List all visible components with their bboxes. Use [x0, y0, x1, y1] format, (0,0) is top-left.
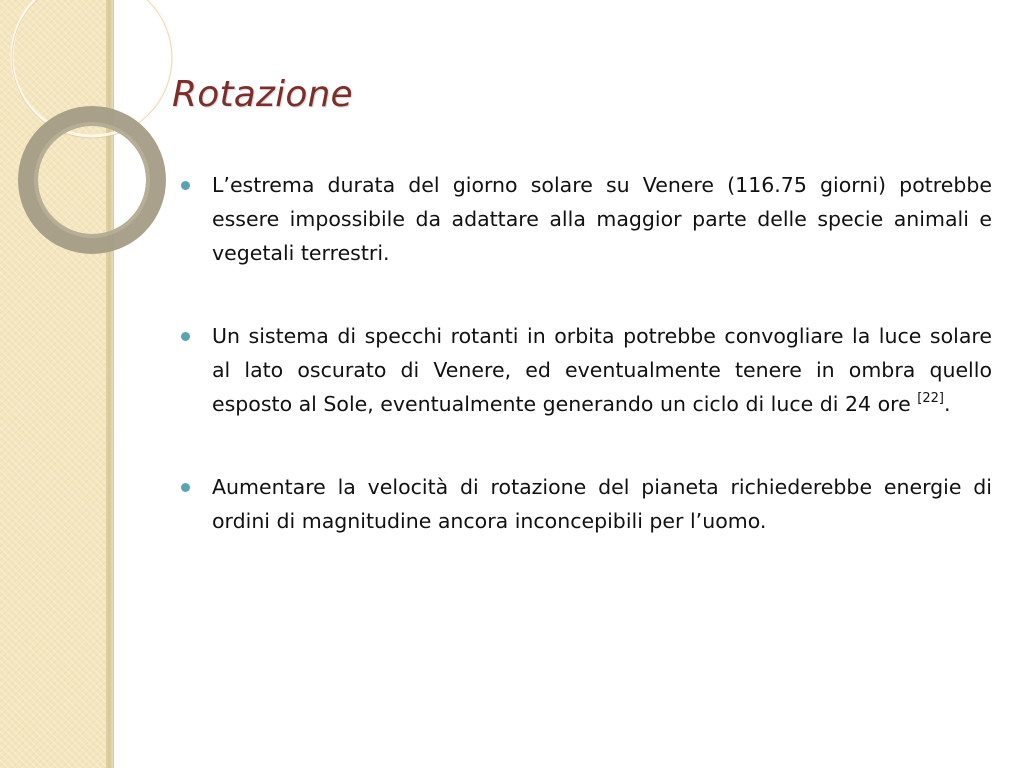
bullet-dot-icon: [181, 483, 190, 492]
bullet-dot-icon: [181, 332, 190, 341]
decorative-rings-icon: [0, 0, 130, 260]
citation-link[interactable]: [22]: [917, 391, 944, 407]
slide-title: Rotazione: [172, 74, 353, 115]
bullet-item: [180, 319, 992, 421]
bullet-text: Un sistema di specchi rotanti in orbita potrebbe convogliare la luce solare al lato oscurato di Venere, ed eventualmente tenere in ombra quello esposto al Sole, eventualmente generando un ciclo di luce di 24 ore: [212, 324, 992, 416]
bullet-suffix: .: [943, 392, 951, 416]
bullet-dot-icon: [181, 181, 190, 190]
bullet-list: [180, 168, 992, 587]
thick-ring-highlight: [36, 124, 148, 236]
bullet-item: [180, 168, 992, 270]
bullet-text: Aumentare la velocità di rotazione del pianeta richiederebbe energie di ordini di magnitudine ancora inconcepibili per l’uomo.: [212, 475, 992, 533]
bullet-item: [180, 470, 992, 538]
bullet-text: L’estrema durata del giorno solare su Venere (116.75 giorni) potrebbe essere impossibile da adattare alla maggior parte delle specie animali e vegetali terrestri.: [212, 173, 992, 265]
